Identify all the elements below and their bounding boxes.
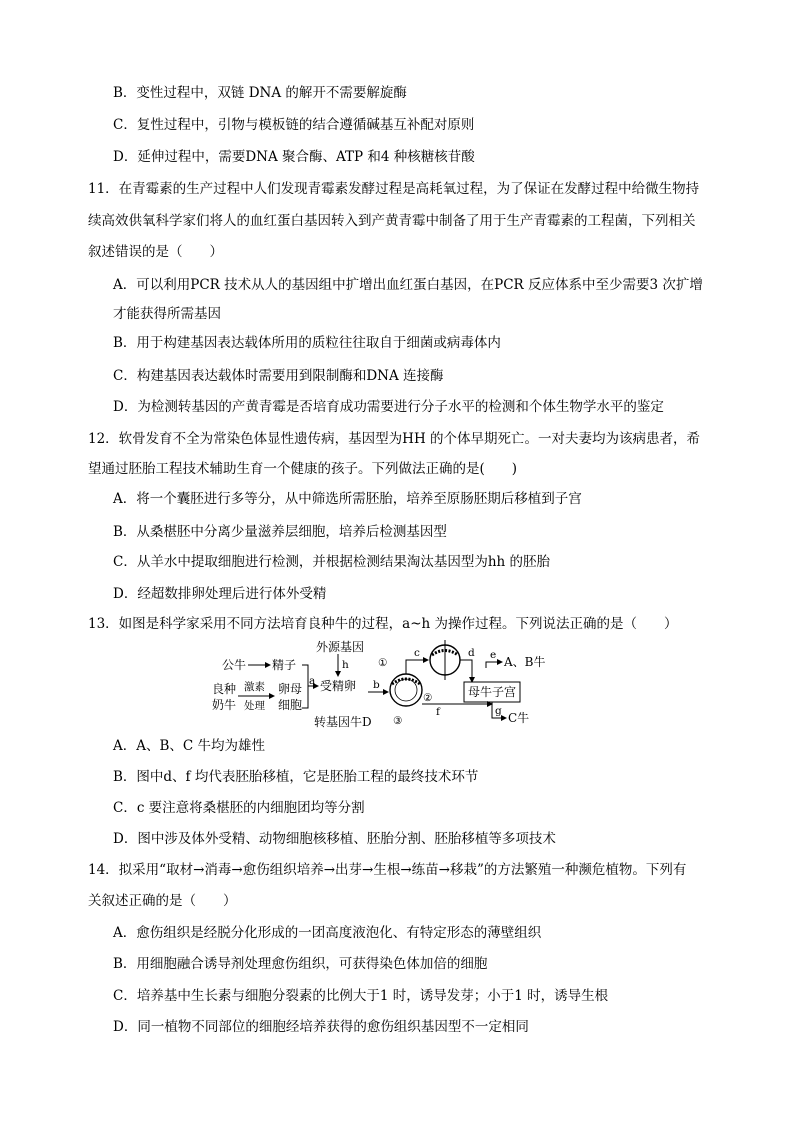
- q14-stem-line2: 关叙述正确的是（ ）: [88, 893, 237, 909]
- diagram-label-c: c: [414, 647, 420, 659]
- diagram-label-h: h: [342, 659, 349, 671]
- q10-option-b: B．变性过程中，双链 DNA 的解开不需要解旋酶: [113, 85, 407, 101]
- diagram-oocyte-label-1: 卵母: [278, 682, 303, 696]
- diagram-circle-1: ①: [378, 657, 388, 669]
- q14-option-c: C．培养基中生长素与细胞分裂素的比例大于1 时，诱导发芽；小于1 时，诱导生根: [113, 988, 609, 1004]
- diagram-treatment-label: 处理: [244, 700, 265, 712]
- diagram-c-cow-label: C牛: [508, 711, 530, 725]
- diagram-ab-cow-label: A、B牛: [504, 655, 546, 669]
- q11-option-b: B．用于构建基因表达载体所用的质粒往往取自于细菌或病毒体内: [113, 335, 501, 351]
- diagram-dairy-cow-label: 奶牛: [212, 698, 237, 712]
- diagram-fertilized-egg-label: 受精卵: [320, 679, 357, 693]
- q12-option-a: A．将一个囊胚进行多等分，从中筛选所需胚胎，培养至原肠胚期后移植到子宫: [113, 491, 582, 507]
- diagram-uterus-label: 母牛子宫: [468, 685, 517, 699]
- q14-option-a: A．愈伤组织是经脱分化形成的一团高度液泡化、有特定形态的薄壁组织: [113, 925, 542, 941]
- blastocyst-icon: [390, 674, 422, 706]
- q11-stem-line1: 11．在青霉素的生产过程中人们发现青霉素发酵过程是高耗氧过程，为了保证在发酵过程中给微生物持: [88, 181, 700, 197]
- q13-stem: 13．如图是科学家采用不同方法培育良种牛的过程，a~h 为操作过程。下列说法正确的是（ ）: [88, 616, 678, 632]
- diagram-transgenic-cow-label: 转基因牛D: [314, 715, 372, 729]
- diagram-label-g: g: [495, 705, 502, 717]
- diagram-label-a: a: [309, 675, 316, 687]
- q14-option-d: D．同一植物不同部位的细胞经培养获得的愈伤组织基因型不一定相同: [113, 1019, 529, 1035]
- q11-option-d: D．为检测转基因的产黄青霉是否培育成功需要进行分子水平的检测和个体生物学水平的鉴定: [113, 399, 664, 415]
- diagram-good-breed-label: 良种: [212, 682, 237, 696]
- diagram-sperm-label: 精子: [272, 658, 297, 672]
- q12-option-c: C．从羊水中提取细胞进行检测，并根据检测结果淘汰基因型为hh 的胚胎: [113, 554, 551, 570]
- diagram-foreign-gene-label: 外源基因: [316, 640, 365, 654]
- q10-option-d: D．延伸过程中，需要DNA 聚合酶、ATP 和4 种核糖核苷酸: [113, 149, 475, 165]
- q13-option-b: B．图中d、f 均代表胚胎移植，它是胚胎工程的最终技术环节: [113, 769, 479, 785]
- q13-option-a: A．A、B、C 牛均为雄性: [113, 738, 266, 754]
- q11-option-a-line1: A．可以利用PCR 技术从人的基因组中扩增出血红蛋白基因，在PCR 反应体系中至少需要3 次扩增: [113, 277, 703, 293]
- diagram-oocyte-label-2: 细胞: [278, 698, 303, 712]
- q11-stem-line2: 续高效供氧科学家们将人的血红蛋白基因转入到产黄青霉中制备了用于生产青霉素的工程菌，下列相关: [88, 213, 696, 229]
- q11-option-c: C．构建基因表达载体时需要用到限制酶和DNA 连接酶: [113, 368, 444, 384]
- diagram-label-d: d: [468, 647, 475, 659]
- diagram-bull-label: 公牛: [222, 658, 247, 672]
- diagram-hormone-label: 激素: [244, 681, 265, 693]
- q14-option-b: B．用细胞融合诱导剂处理愈伤组织，可获得染色体加倍的细胞: [113, 956, 488, 972]
- q13-option-c: C．c 要注意将桑椹胚的内细胞团均等分割: [113, 800, 365, 816]
- q12-option-b: B．从桑椹胚中分离少量滋养层细胞，培养后检测基因型: [113, 524, 447, 540]
- diagram-label-e: e: [490, 649, 497, 661]
- q13-breeding-diagram: [210, 638, 550, 732]
- q14-stem-line1: 14．拟采用“取材→消毒→愈伤组织培养→出芽→生根→练苗→移栽”的方法繁殖一种濒危植物。下列有: [88, 862, 687, 878]
- q12-stem-line1: 12．软骨发育不全为常染色体显性遗传病，基因型为HH 的个体早期死亡。一对夫妻均为该病患者，希: [88, 431, 701, 447]
- q12-stem-line2: 望通过胚胎工程技术辅助生育一个健康的孩子。下列做法正确的是( ): [88, 461, 518, 477]
- q12-option-d: D．经超数排卵处理后进行体外受精: [113, 586, 327, 602]
- q11-stem-line3: 叙述错误的是（ ）: [88, 244, 223, 260]
- q10-option-c: C．复性过程中，引物与模板链的结合遵循碱基互补配对原则: [113, 117, 475, 133]
- diagram-label-f: f: [436, 706, 440, 718]
- diagram-label-b: b: [373, 679, 380, 691]
- split-embryo-icon: [430, 640, 460, 680]
- diagram-circle-3: ③: [393, 715, 403, 727]
- q11-option-a-line2: 才能获得所需基因: [113, 306, 221, 322]
- diagram-circle-2: ②: [423, 692, 433, 704]
- q13-option-d: D．图中涉及体外受精、动物细胞核移植、胚胎分割、胚胎移植等多项技术: [113, 831, 556, 847]
